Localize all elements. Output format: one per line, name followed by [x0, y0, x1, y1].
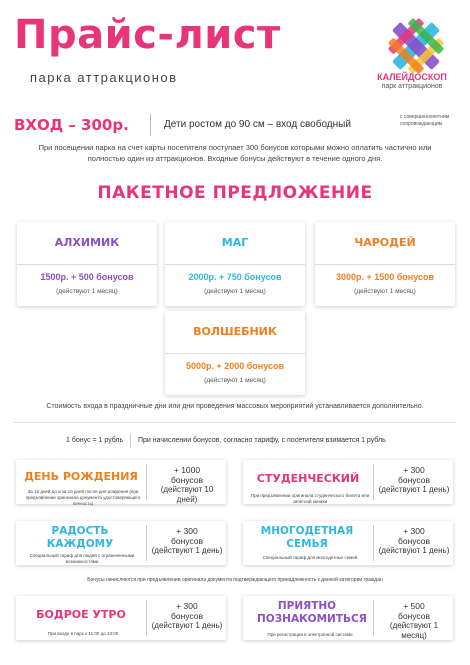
offer-bonus-block	[150, 526, 224, 556]
offer-bonus-period: (действуют 1 день)	[378, 546, 450, 555]
offer-name: РАДОСТЬ КАЖДОМУ	[46, 525, 114, 550]
offer-description: При входе в парк с 11:00 до 13:00	[47, 631, 119, 636]
package-section-title: ПАКЕТНОЕ ПРЕДЛОЖЕНИЕ	[97, 183, 373, 203]
kids-free-entry: Дети ростом до 90 см – вход свободный	[164, 119, 351, 130]
offer-divider	[373, 525, 374, 561]
offer-bonus-amount: + 1000	[173, 465, 201, 475]
offer-bonus-unit: бонусов	[170, 536, 204, 546]
package-period: (действуют 1 месяц)	[354, 288, 416, 295]
offer-card-large-family	[243, 521, 453, 565]
logo-icon	[372, 14, 460, 94]
package-divider	[165, 264, 305, 265]
offer-bonus-unit: бонусов	[170, 611, 204, 621]
package-price: 5000р. + 2000 бонусов	[185, 361, 285, 371]
package-name: МАГ	[221, 236, 249, 249]
offer-bonus-block	[377, 465, 451, 495]
offer-card-joy-for-everyone	[16, 521, 226, 565]
package-divider	[315, 264, 455, 265]
offer-bonus-amount: + 300	[176, 526, 198, 536]
offer-name: МНОГОДЕТНАЯ СЕМЬЯ	[260, 525, 354, 550]
section-divider	[14, 422, 456, 423]
package-name: ЧАРОДЕЙ	[354, 236, 416, 249]
entry-price: ВХОД – 300р.	[14, 116, 129, 134]
offer-name: ПРИЯТНО ПОЗНАКОМИТЬСЯ	[257, 600, 367, 625]
offer-description: Специальный тариф для людей с ограниченными возможностями	[29, 553, 135, 564]
offer-bonus-block	[150, 601, 224, 631]
package-period: (действуют 1 месяц)	[204, 288, 266, 295]
offer-divider	[146, 600, 147, 636]
kids-note: с совершеннолетним сопровождающим	[400, 114, 450, 127]
page-title: Прайс-лист	[14, 12, 281, 58]
package-period: (действуют 1 месяц)	[56, 288, 118, 295]
package-price: 2000р. + 750 бонусов	[188, 272, 282, 282]
offer-description: При предъявлении оригинала студенческого билета или зачетной книжки	[250, 493, 370, 504]
offer-bonus-unit: бонусов	[397, 611, 431, 621]
offer-bonus-amount: + 500	[403, 601, 425, 611]
package-card-mage	[165, 222, 305, 306]
offer-bonus-period: (действуют 1 день)	[151, 546, 223, 555]
package-period: (действуют 1 месяц)	[204, 377, 266, 384]
package-card-alchemist	[17, 222, 157, 306]
offer-bonus-period: (действуют 1 месяц)	[389, 621, 439, 640]
package-card-wizard	[165, 311, 305, 395]
offer-divider	[146, 464, 147, 500]
category-note: Бонусы начисляются при предъявлении оригинала документа подтверждающего принадлежность к данной категории граждан	[87, 577, 383, 583]
offer-description: Специальный тариф для многодетных семей	[262, 555, 358, 560]
offer-divider	[373, 464, 374, 500]
bonus-rate: 1 бонус = 1 рубль	[66, 437, 124, 444]
package-price: 1500р. + 500 бонусов	[40, 272, 134, 282]
package-card-sorcerer	[315, 222, 455, 306]
package-name: ВОЛШЕБНИК	[193, 325, 277, 338]
entry-bonus-info: При посещении парка на счет карты посетителя поступает 300 бонусов которыми можно оплатить частично или полностью один из аттракционов. Входные бонусы действуют в течение одного дня.	[38, 143, 432, 163]
logo-name: КАЛЕЙДОСКОП	[377, 72, 447, 82]
logo-subtitle: парк аттракционов	[381, 83, 443, 90]
offer-bonus-amount: + 300	[403, 526, 425, 536]
offer-name: БОДРОЕ УТРО	[36, 608, 126, 621]
offer-bonus-period: (действуют 1 день)	[378, 485, 450, 494]
offer-name: ДЕНЬ РОЖДЕНИЯ	[24, 470, 138, 483]
bonus-rule: При начислении бонусов, согласно тарифу, с посетителя взимается 1 рубль	[138, 437, 386, 444]
holiday-note: Стоимость входа в праздничные дни или дни проведения массовых мероприятий устанавливается дополнительно.	[46, 403, 424, 410]
offer-name: СТУДЕНЧЕСКИЙ	[256, 472, 360, 485]
offer-bonus-block	[150, 465, 224, 505]
offer-divider	[373, 600, 374, 636]
offer-description: При регистрации в электронной системе	[267, 632, 353, 637]
offer-divider	[146, 525, 147, 561]
offer-bonus-unit: бонусов	[397, 536, 431, 546]
package-name: АЛХИМИК	[54, 236, 120, 249]
package-divider	[17, 264, 157, 265]
page-subtitle: парка аттракционов	[30, 70, 178, 85]
offer-bonus-amount: + 300	[176, 601, 198, 611]
offer-bonus-block	[377, 601, 451, 641]
entry-divider	[150, 114, 151, 136]
bonus-rate-divider	[130, 434, 131, 448]
offer-card-nice-to-meet	[243, 596, 453, 640]
offer-bonus-period: (действуют 1 день)	[151, 621, 223, 630]
offer-bonus-block	[377, 526, 451, 556]
offer-description: За 10 дней до и за 10 дней после дня рождения (при предъявлении оригинала документа удостоверяющего личность)	[25, 489, 141, 506]
offer-card-student	[243, 460, 453, 504]
offer-card-birthday	[16, 460, 226, 504]
offer-card-good-morning	[16, 596, 226, 640]
package-price: 3000р. + 1500 бонусов	[335, 272, 435, 282]
package-divider	[165, 353, 305, 354]
offer-bonus-unit: бонусов	[397, 475, 431, 485]
offer-bonus-period: (действуют 10 дней)	[160, 485, 214, 504]
offer-bonus-amount: + 300	[403, 465, 425, 475]
offer-bonus-unit: бонусов	[170, 475, 204, 485]
